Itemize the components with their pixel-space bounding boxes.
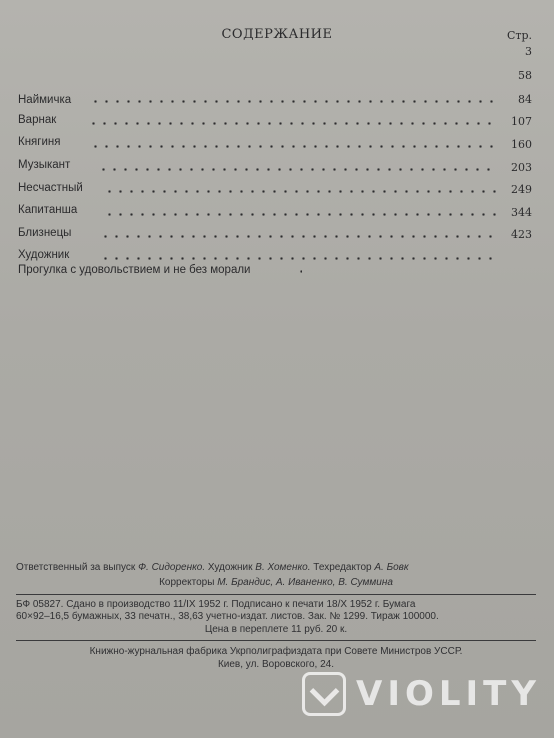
toc-entry	[18, 258, 532, 276]
toc-entry-page: 107	[511, 115, 532, 128]
toc-entry-page: 344	[511, 206, 532, 219]
imprint-label: Корректоры	[159, 577, 218, 588]
toc-entry-title: Художник	[18, 249, 70, 261]
imprint-label: Ответственный за выпуск	[16, 562, 139, 573]
toc-entry-title: Княгиня	[18, 136, 61, 148]
imprint-name: М. Брандис, А. Иваненко, В. Суммина	[217, 577, 393, 588]
imprint-label: Техредактор	[310, 562, 375, 573]
toc-entry-title: Несчастный	[18, 182, 83, 194]
check-badge-icon	[302, 672, 346, 716]
toc-first-page: 3	[525, 45, 532, 58]
toc-entry-page: 160	[511, 138, 532, 151]
imprint-name: А. Бовк	[374, 562, 409, 573]
toc-entry-page: 423	[511, 228, 532, 241]
imprint-credits-line	[16, 562, 536, 573]
toc-entry	[18, 223, 532, 261]
toc-entry-page: 249	[511, 183, 532, 196]
toc-leader-dots	[98, 168, 498, 171]
imprint-label: Художник	[205, 562, 256, 573]
toc-leader-dots	[104, 190, 498, 193]
toc-leader-dots	[90, 100, 498, 103]
imprint-line: 60×92–16,5 бумажных, 33 печатн., 38,63 учетно-издат. листов. Зак. № 1299. Тираж 100000.	[16, 611, 439, 622]
imprint-name: В. Хоменко.	[255, 562, 311, 573]
printer-line: Книжно-журнальная фабрика Укрполиграфиздата при Совете Министров УССР.	[89, 646, 463, 657]
toc-entry-page: 84	[518, 93, 532, 106]
toc-entry-title: Близнецы	[18, 227, 72, 239]
imprint-line: БФ 05827. Сдано в производство 11/IX 1952 г. Подписано к печати 18/X 1952 г. Бумага	[16, 599, 416, 610]
watermark-text: VIOLITY	[356, 674, 541, 714]
printer-address: Киев, ул. Воровского, 24.	[217, 659, 335, 670]
page-column-header: Стр.	[506, 29, 532, 42]
imprint-correctors-line	[16, 577, 536, 588]
imprint-price: Цена в переплете 11 руб. 20 к.	[204, 624, 348, 635]
toc-entry-title: Наймичка	[18, 94, 72, 106]
divider	[16, 640, 536, 641]
toc-leader-dots	[100, 235, 498, 238]
toc-entry-page: 58	[518, 69, 532, 82]
watermark	[302, 668, 542, 720]
toc-entry-title: Варнак	[18, 114, 57, 126]
toc-leader-dots	[90, 145, 498, 148]
toc-leader-dots	[88, 122, 498, 125]
toc-entry-title: Прогулка с удовольствием и не без морали	[18, 264, 251, 276]
divider	[16, 594, 536, 595]
toc-entry-title: Музыкант	[18, 159, 71, 171]
toc-entry-page: 203	[511, 161, 532, 174]
toc-leader-dots	[104, 213, 498, 216]
imprint-name: Ф. Сидоренко.	[138, 562, 206, 573]
toc-leader-dots	[296, 270, 302, 273]
toc-title: СОДЕРЖАНИЕ	[221, 27, 333, 42]
toc-entry-title: Капитанша	[18, 204, 78, 216]
